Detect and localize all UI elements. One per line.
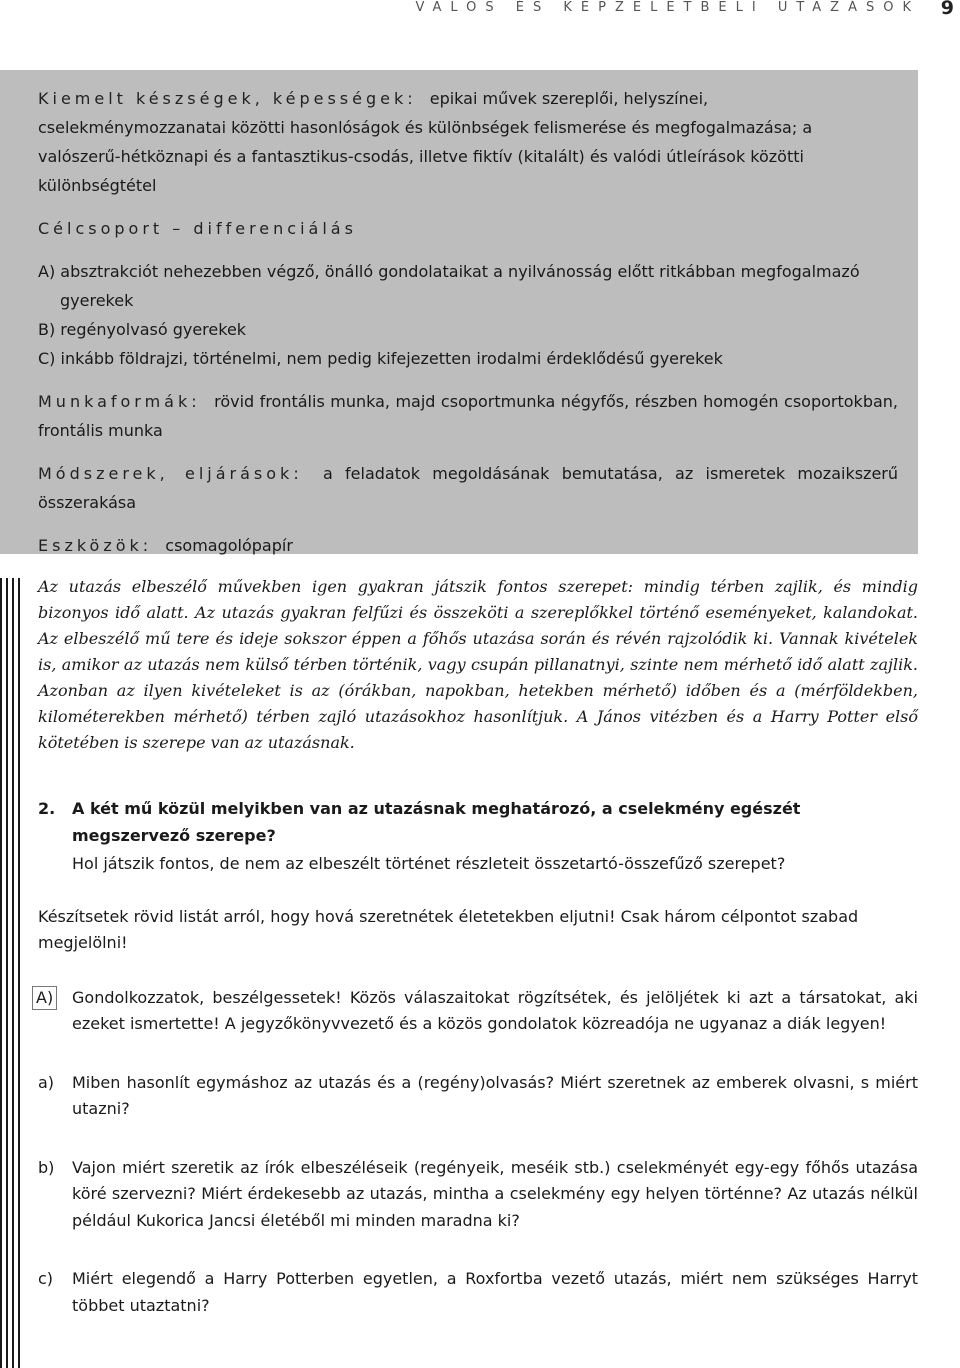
page-number: 9 — [940, 0, 954, 19]
lesson-info-box — [0, 70, 918, 554]
work-forms-text: rövid frontális munka, majd csoportmunka négyfős, részben homogén csoportokban, frontális munka — [38, 392, 899, 440]
list-item — [38, 1155, 918, 1235]
methods-label: Módszerek, eljárások: — [38, 464, 303, 483]
question-title: A két mű közül melyikben van az utazásnak meghatározó, a cselekmény egészét megszervező szerepe? — [72, 799, 801, 845]
item-text: Vajon miért szeretik az írók elbeszéléseik (regényeik, meséik stb.) cselekményét egy-egy főhős utazása köré szervezni? Miért érdekesebb az utazás, mintha a cselekmény egy helyen történne? Az utazás nélkül például Kukorica Jancsi életéből mi minden maradna ki? — [72, 1157, 918, 1230]
item-text: Miben hasonlít egymáshoz az utazás és a (regény)olvasás? Miért szeretnek az emberek olvasni, s miért utazni? — [72, 1072, 918, 1118]
running-head — [0, 0, 960, 20]
target-label-paragraph — [38, 214, 898, 243]
work-forms-label: Munkaformák: — [38, 392, 201, 411]
methods-text: a feladatok megoldásának bemutatása, az ismeretek mozaikszerű összerakása — [38, 464, 899, 512]
item-marker: A) — [32, 986, 57, 1010]
work-forms-paragraph — [38, 387, 898, 445]
skills-paragraph — [38, 84, 898, 200]
running-head-title: VALÓS ÉS KÉPZELETBELI UTAZÁSOK — [415, 0, 920, 15]
item-text: Miért elegendő a Harry Potterben egyetlen, a Roxfortba vezető utazás, miért nem szükséges Harryt többet utaztatni? — [72, 1269, 918, 1315]
methods-paragraph — [38, 459, 898, 517]
tools-label: Eszközök: — [38, 536, 153, 555]
item-marker: a) — [38, 1072, 55, 1092]
item-text: Gondolkozzatok, beszélgessetek! Közös válaszaitokat rögzítsétek, és jelöljétek ki azt a társatokat, aki ezeket ismertette! A jegyzőkönyvvezető és a közös gondolatok közreadója ne ugyanaz a diák legyen! — [72, 987, 918, 1033]
list-item — [38, 1266, 918, 1319]
skills-text: epikai művek szereplői, helyszínei, cselekménymozzanatai közötti hasonlóságok és különbségek felismerése és megfogalmazása; a valószerű-hétköznapi és a fantasztikus-csodás, illetve fiktív (kitalált) és valódi útleírások közötti különbségtétel — [38, 89, 813, 195]
list-item — [38, 1070, 918, 1123]
intro-paragraph: Az utazás elbeszélő művekben igen gyakran játszik fontos szerepet: mindig térben zajlik, és mindig bizonyos idő alatt. Az utazás gyakran felfűzi és összeköti a szereplőkkel történő eseményeket, kalandokat. Az elbeszélő mű tere és ideje sokszor éppen a főhős utazása során és révén rajzolódik ki. Vannak kivételek is, amikor az utazás nem külső térben történik, vagy csupán pillanatnyi, szinte nem mérhető idő alatt zajlik. Azonban az ilyen kivételeket is az (órákban, napokban, hetekben mérhető) időben és a (mérföldekben, kilométerekben mérhető) térben zajló utazásokhoz hasonlítjuk. A János vitézben és a Harry Potter első kötetében is szerepe van az utazásnak. — [38, 577, 918, 752]
tools-paragraph — [38, 531, 898, 560]
skills-label: Kiemelt készségek, képességek: — [38, 89, 417, 108]
question-subquestion: Hol játszik fontos, de nem az elbeszélt történet részleteit összetartó-összefűző szerepet? — [72, 854, 786, 873]
decorative-side-bars — [0, 578, 22, 1368]
target-group-label: Célcsoport – differenciálás — [38, 219, 357, 238]
target-group-c: C) inkább földrajzi, történelmi, nem pedig kifejezetten irodalmi érdeklődésű gyerekek — [38, 349, 723, 368]
question-2 — [38, 796, 918, 878]
target-group-a: A) absztrakciót nehezebben végző, önálló gondolataikat a nyilvánosság előtt ritkábban megfogalmazó gyerekek — [38, 262, 860, 310]
question-number: 2. — [38, 799, 56, 818]
task-instruction: Készítsetek rövid listát arról, hogy hová szeretnétek életetekben eljutni! Csak három célpontot szabad megjelölni! — [38, 906, 859, 952]
main-content — [38, 574, 918, 1319]
target-group-b: B) regényolvasó gyerekek — [38, 320, 247, 339]
tools-text: csomagolópapír — [165, 536, 293, 555]
item-marker: c) — [38, 1269, 54, 1288]
list-item — [38, 985, 918, 1038]
item-marker: b) — [38, 1157, 55, 1177]
